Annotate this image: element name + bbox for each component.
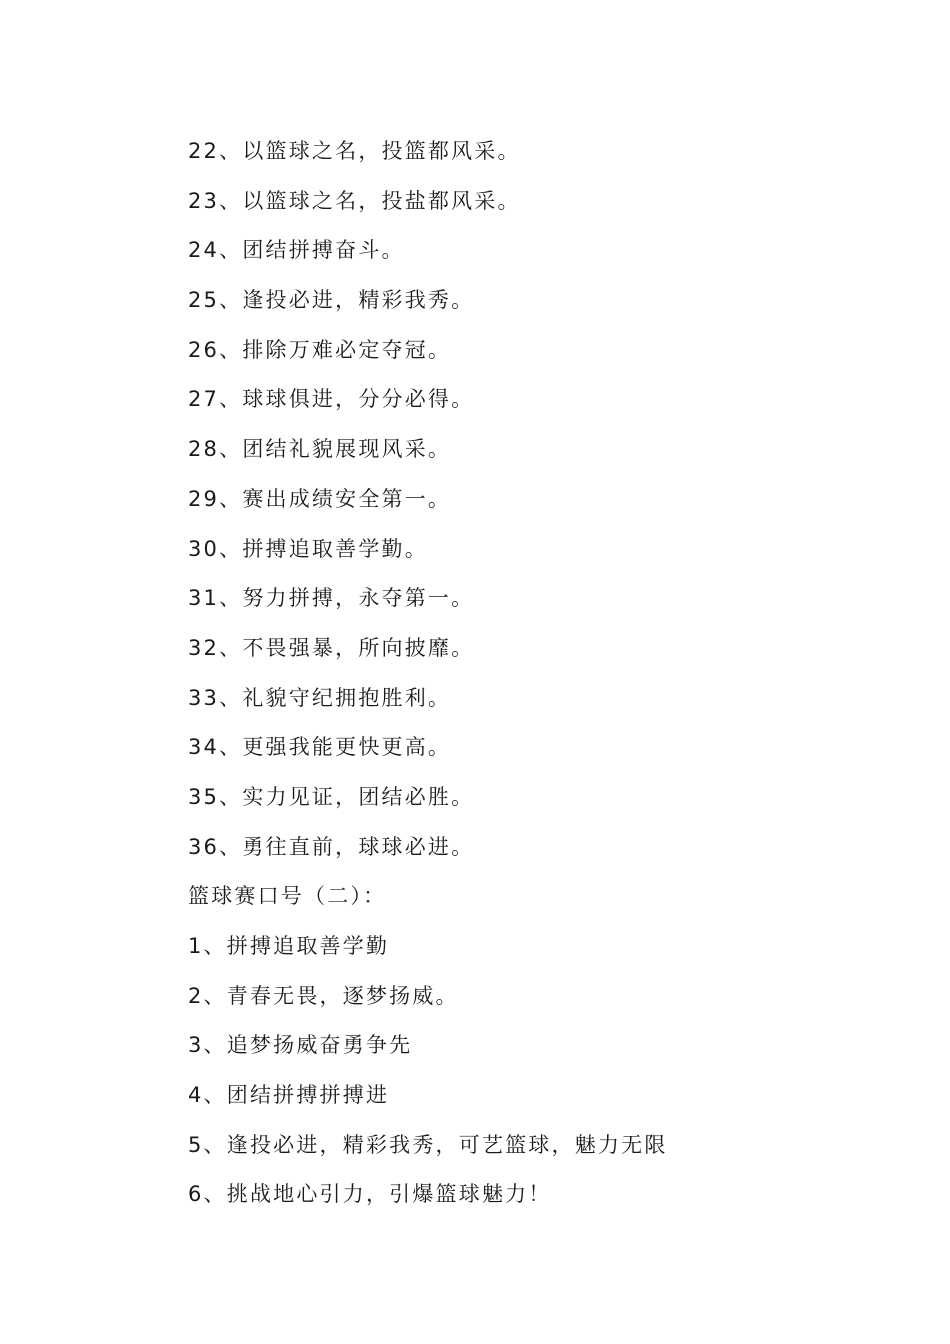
slogan-line: 33、礼貌守纪拥抱胜利。 [188,685,452,710]
slogan-line: 24、团结拼搏奋斗。 [188,238,405,263]
slogan-line: 35、实力见证，团结必胜。 [188,784,475,809]
slogan-list [188,133,668,1226]
slogan-line: 26、排除万难必定夺冠。 [188,337,452,362]
section-heading: 篮球赛口号（二）： [188,884,387,909]
slogan-line: 36、勇往直前，球球必进。 [188,834,475,859]
slogan-line: 30、拼搏追取善学勤。 [188,536,428,561]
slogan-line: 6、挑战地心引力，引爆篮球魅力！ [188,1182,552,1207]
slogan-line: 25、逢投必进，精彩我秀。 [188,288,475,313]
slogan-line: 4、团结拼搏拼搏进 [188,1083,390,1108]
slogan-line: 29、赛出成绩安全第一。 [188,486,452,511]
slogan-line: 5、逢投必进，精彩我秀，可艺篮球，魅力无限 [188,1132,668,1157]
slogan-line: 34、更强我能更快更高。 [188,735,452,760]
slogan-line: 2、青春无畏，逐梦扬威。 [188,983,459,1008]
slogan-line: 1、拼搏追取善学勤 [188,934,390,958]
slogan-line: 32、不畏强暴，所向披靡。 [188,635,475,660]
slogan-line: 3、追梦扬威奋勇争先 [188,1033,413,1058]
slogan-line: 27、球球俱进，分分必得。 [188,387,475,412]
slogan-line: 23、以篮球之名，投盐都风采。 [188,188,521,213]
slogan-line: 28、团结礼貌展现风采。 [188,437,452,462]
slogan-line: 22、以篮球之名，投篮都风采。 [188,139,521,163]
slogan-line: 31、努力拼搏，永夺第一。 [188,586,475,611]
